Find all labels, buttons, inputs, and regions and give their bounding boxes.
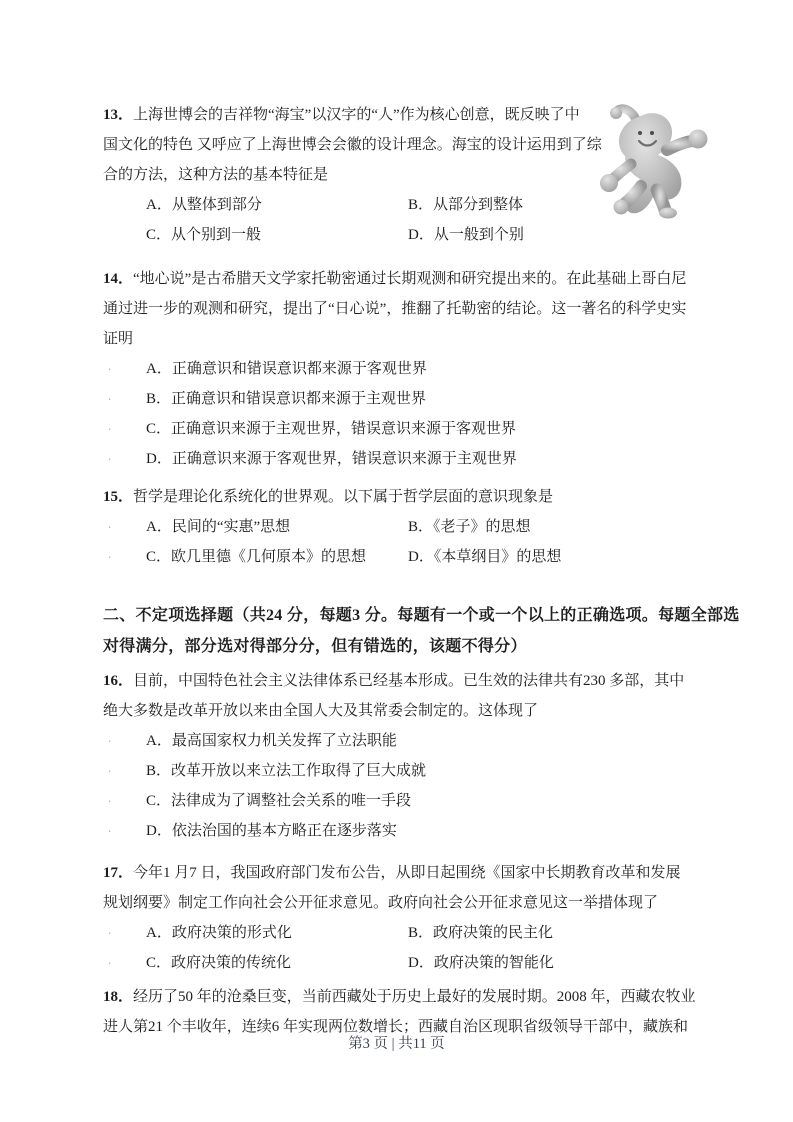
question-16-option-c: . C．法律成为了调整社会关系的唯一手段 [103, 786, 753, 816]
question-17-option-a: A．政府决策的形式化 [146, 925, 292, 941]
question-18-stem-line: 进人第21 个丰收年，连续6 年实现两位数增长；西藏自治区现职省级领导干部中，藏族和 [103, 1019, 689, 1035]
question-17-stem-line: 规划纲要》制定工作向社会公开征求意见。政府向社会公开征求意见这一举措体现了 [103, 895, 659, 911]
question-13-option-b: B．从部分到整体 [408, 197, 524, 213]
question-15-option-b: B．《老子》的思想 [408, 519, 531, 535]
question-13-option-a: A．从整体到部分 [146, 197, 262, 213]
question-16-stem-line: 绝大多数是改革开放以来由全国人大及其常委会制定的。这体现了 [103, 703, 539, 719]
question-17 [103, 858, 753, 978]
question-16-number: 16． [103, 673, 134, 689]
question-13-stem-text: 上海世博会的吉祥物“海宝”以汉字的“人”作为核心创意，既反映了中 [133, 107, 580, 123]
question-18 [103, 982, 753, 1042]
question-16-option-b: . B．改革开放以来立法工作取得了巨大成就 [103, 756, 753, 786]
question-14-option-b: . B．正确意识和错误意识都来源于主观世界 [103, 384, 753, 414]
question-15 [103, 482, 753, 572]
question-13-stem-line: 合的方法，这种方法的基本特征是 [103, 167, 329, 183]
question-14-stem-line: 通过进一步的观测和研究，提出了“日心说”，推翻了托勒密的结论。这一著名的科学史实 [103, 301, 687, 317]
question-13 [103, 100, 753, 250]
question-17-option-b: B．政府决策的民主化 [408, 925, 554, 941]
question-13-stem-line: 国文化的特色 又呼应了上海世博会会徽的设计理念。海宝的设计运用到了综 [103, 137, 602, 153]
question-17-stem-text: 今年1 月7 日，我国政府部门发布公告，从即日起围绕《国家中长期教育改革和发展 [133, 865, 681, 881]
section-2-header [103, 600, 753, 662]
question-17-number: 17． [103, 865, 134, 881]
question-16-stem-text: 目前，中国特色社会主义法律体系已经基本形成。已生效的法律共有230 多部，其中 [133, 673, 685, 689]
question-14-option-a: . A．正确意识和错误意识都来源于客观世界 [103, 354, 753, 384]
question-16-stem-line [103, 666, 753, 696]
question-17-option-d: D．政府决策的智能化 [408, 955, 554, 971]
question-18-stem-line [103, 982, 753, 1012]
question-14-stem-line: 证明 [103, 331, 134, 347]
question-13-options-row [103, 190, 753, 220]
question-16 [103, 666, 753, 846]
question-16-option-d: . D．依法治国的基本方略正在逐步落实 [103, 816, 753, 846]
page-footer [0, 1034, 793, 1054]
question-18-stem-text: 经历了50 年的沧桑巨变，当前西藏处于历史上最好的发展时期。2008 年，西藏农牧业 [133, 989, 696, 1005]
section-2-header-line: 对得满分，部分选对得部分分，但有错选的，该题不得分） [103, 638, 527, 655]
question-15-stem-line [103, 482, 753, 512]
question-15-option-c: C．欧几里德《几何原本》的思想 [146, 549, 367, 565]
question-15-stem-text: 哲学是理论化系统化的世界观。以下属于哲学层面的意识现象是 [133, 489, 554, 505]
exam-content [103, 100, 753, 1042]
question-17-stem-line [103, 858, 753, 888]
question-13-stem-line [103, 100, 753, 130]
question-13-option-c: C．从个别到一般 [146, 227, 262, 243]
question-14-option-d: . D．正确意识来源于客观世界，错误意识来源于主观世界 [103, 444, 753, 474]
question-14-stem-line [103, 264, 753, 294]
question-13-number: 13． [103, 107, 134, 123]
question-14 [103, 264, 753, 474]
question-15-option-a: A．民间的“实惠”思想 [146, 519, 291, 535]
question-15-options-row [103, 512, 753, 542]
question-14-option-c: . C．正确意识来源于主观世界，错误意识来源于客观世界 [103, 414, 753, 444]
question-17-options-row [103, 918, 753, 948]
question-15-number: 15． [103, 489, 134, 505]
question-13-options-row [103, 220, 753, 250]
question-17-option-c: C．政府决策的传统化 [146, 955, 292, 971]
page-indicator: 第3 页 | 共11 页 [348, 1036, 445, 1052]
question-14-stem-text: “地心说”是古希腊天文学家托勒密通过长期观测和研究提出来的。在此基础上哥白尼 [133, 271, 687, 287]
question-18-number: 18． [103, 989, 134, 1005]
question-15-options-row [103, 542, 753, 572]
question-13-option-d: D．从一般到个别 [408, 227, 524, 243]
question-14-number: 14． [103, 271, 134, 287]
section-2-header-line: 二、不定项选择题（共24 分，每题3 分。每题有一个或一个以上的正确选项。每题全部选 [103, 607, 740, 624]
question-15-option-d: D．《本草纲目》的思想 [408, 549, 562, 565]
question-17-options-row [103, 948, 753, 978]
question-16-option-a: . A．最高国家权力机关发挥了立法职能 [103, 726, 753, 756]
